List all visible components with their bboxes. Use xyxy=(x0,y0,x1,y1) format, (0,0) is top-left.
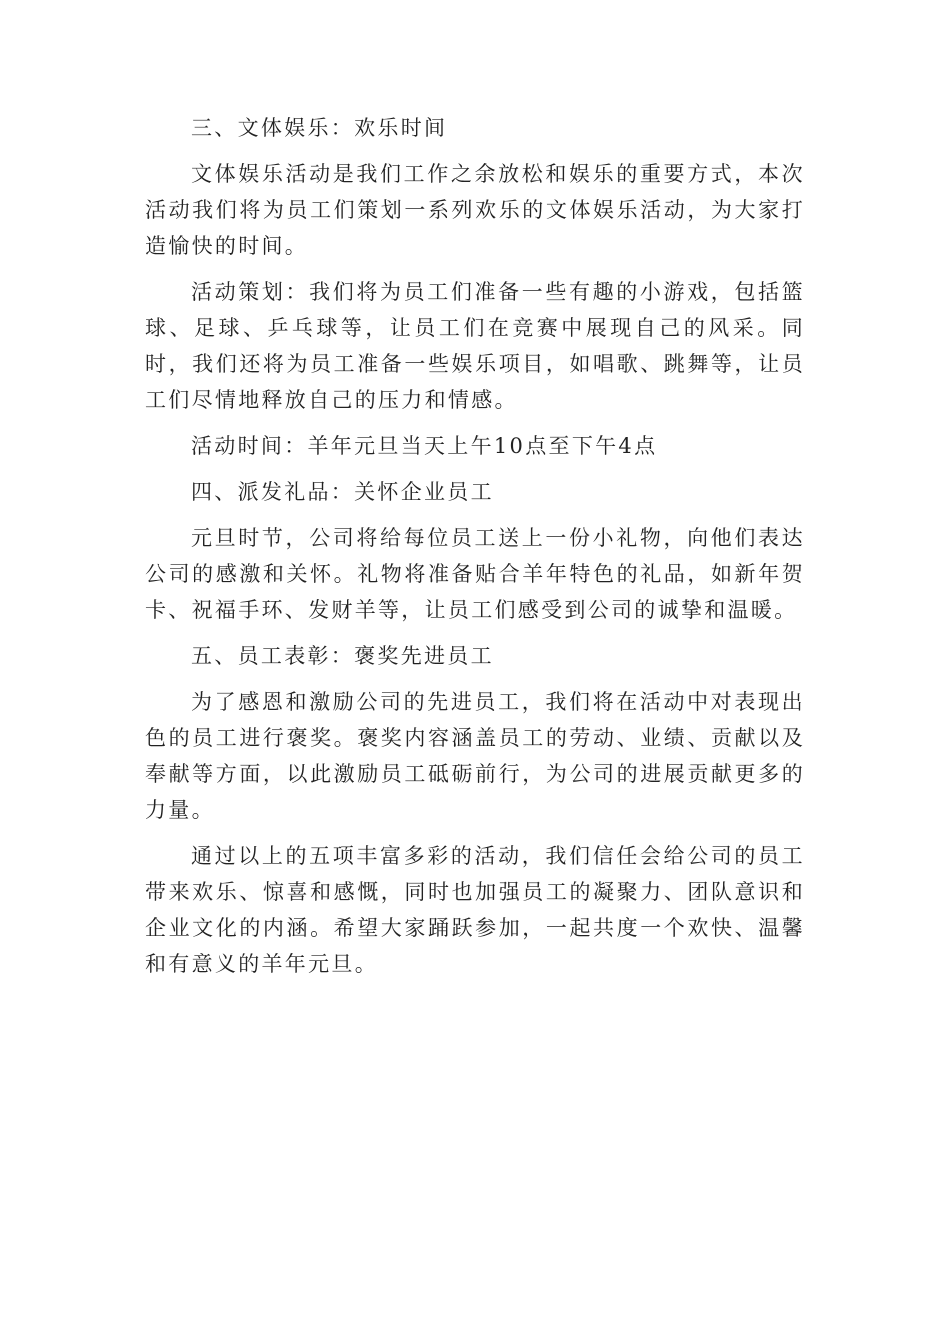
section-3-paragraph-1: 文体娱乐活动是我们工作之余放松和娱乐的重要方式，本次活动我们将为员工们策划一系列欢乐的文体娱乐活动，为大家打造愉快的时间。 xyxy=(145,162,805,258)
section-5-paragraph-1: 为了感恩和激励公司的先进员工，我们将在活动中对表现出色的员工进行褒奖。褒奖内容涵盖员工的劳动、业绩、贡献以及奉献等方面，以此激励员工砥砺前行，为公司的进展贡献更多的力量。 xyxy=(145,690,805,822)
section-4-paragraph-1: 元旦时节，公司将给每位员工送上一份小礼物，向他们表达公司的感激和关怀。礼物将准备贴合羊年特色的礼品，如新年贺卡、祝福手环、发财羊等，让员工们感受到公司的诚挚和温暖。 xyxy=(145,526,805,622)
section-3-paragraph-2: 活动策划：我们将为员工们准备一些有趣的小游戏，包括篮球、足球、乒乓球等，让员工们在竞赛中展现自己的风采。同时，我们还将为员工准备一些娱乐项目，如唱歌、跳舞等，让员工们尽情地释放自己的压力和情感。 xyxy=(145,280,805,412)
closing-paragraph: 通过以上的五项丰富多彩的活动，我们信任会给公司的员工带来欢乐、惊喜和感慨，同时也加强员工的凝聚力、团队意识和企业文化的内涵。希望大家踊跃参加，一起共度一个欢快、温馨和有意义的羊年元旦。 xyxy=(145,844,805,976)
document-body xyxy=(145,110,805,992)
section-4-heading: 四、派发礼品：关怀企业员工 xyxy=(191,480,494,504)
section-5-heading: 五、员工表彰：褒奖先进员工 xyxy=(191,644,494,668)
section-3-heading: 三、文体娱乐：欢乐时间 xyxy=(191,116,448,140)
section-3-activity-time: 活动时间：羊年元旦当天上午10点至下午4点 xyxy=(191,434,658,458)
